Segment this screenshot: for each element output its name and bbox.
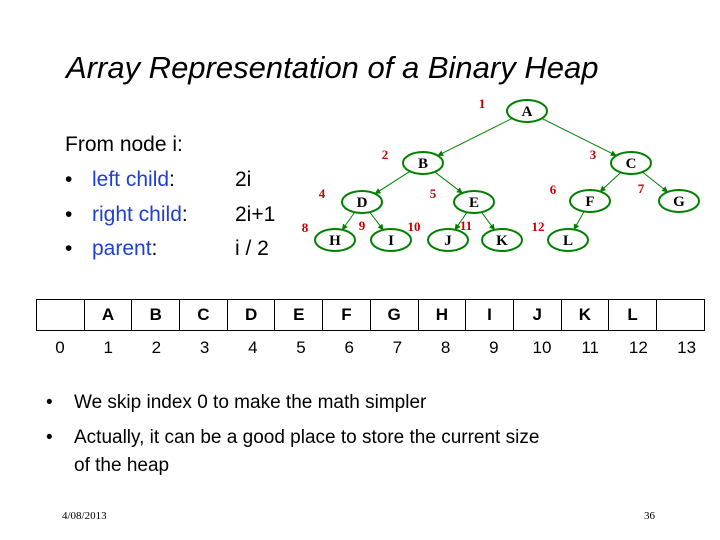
heap-node-g [638, 181, 699, 212]
array-cell [37, 300, 85, 331]
heap-node-c [590, 147, 651, 174]
footer-page-number: 36 [644, 510, 655, 522]
heap-array-table [36, 299, 705, 331]
node-index-label: 4 [318, 186, 326, 201]
array-index: 3 [199, 338, 210, 357]
array-cell: C [180, 300, 228, 331]
bullet: • [65, 237, 73, 260]
array-cell: I [466, 300, 514, 331]
heap-node-a [479, 96, 547, 122]
note-text: Actually, it can be a good place to store the current size [74, 427, 540, 448]
heap-node-i [359, 218, 411, 251]
node-index-label: 7 [637, 181, 645, 196]
heap-node-b [382, 147, 443, 174]
edge-c-f [600, 172, 621, 191]
rule-formula: i / 2 [235, 237, 269, 260]
array-index: 1 [103, 338, 113, 357]
node-index-label: 6 [549, 182, 557, 197]
node-index-label: 8 [301, 220, 309, 235]
node-label: A [521, 104, 533, 120]
array-index: 4 [248, 338, 258, 357]
rule-formula: 2i+1 [235, 203, 276, 226]
array-index: 0 [55, 338, 65, 357]
array-index: 5 [296, 338, 306, 357]
node-label: H [329, 233, 341, 249]
edge-a-c [542, 118, 616, 155]
edge-d-h [342, 212, 354, 230]
rule-colon: : [169, 168, 175, 191]
heap-node-d [319, 186, 382, 213]
edge-c-g [642, 172, 667, 192]
node-label: B [417, 156, 429, 172]
heap-node-l [532, 219, 589, 251]
node-index-label: 1 [478, 96, 486, 111]
heap-node-k [460, 218, 522, 251]
node-label: F [585, 194, 595, 210]
node-label: G [673, 194, 685, 210]
array-row [37, 300, 705, 331]
array-index: 9 [489, 338, 499, 357]
array-cell [656, 300, 704, 331]
heap-node-e [430, 186, 494, 213]
node-label: C [625, 156, 637, 172]
bullet: • [46, 392, 53, 413]
slide-title: Array Representation of a Binary Heap [66, 50, 599, 85]
array-index: 11 [581, 338, 600, 357]
heap-node-f [550, 182, 610, 212]
rule-label: right child [92, 203, 182, 226]
edge-b-d [375, 171, 410, 193]
rule-colon: : [151, 237, 158, 260]
node-label: K [496, 233, 508, 249]
array-cell: K [561, 300, 609, 331]
array-cell: G [370, 300, 418, 331]
node-label: J [444, 233, 452, 249]
footer-date: 4/08/2013 [62, 510, 107, 522]
rule-formula: 2i [235, 168, 252, 191]
rule-colon: : [181, 203, 188, 226]
array-cell: E [275, 300, 323, 331]
node-index-label: 11 [459, 218, 473, 233]
array-index: 10 [532, 338, 552, 357]
node-index-label: 2 [381, 147, 389, 162]
array-cell: A [84, 300, 132, 331]
rules-heading: From node i: [65, 133, 183, 156]
node-index-label: 3 [589, 147, 597, 162]
array-cell: L [609, 300, 657, 331]
array-index: 6 [344, 338, 354, 357]
edge-a-b [438, 118, 512, 155]
node-index-label: 9 [358, 218, 366, 233]
array-cell: J [513, 300, 561, 331]
node-label: D [356, 195, 368, 211]
edge-b-e [435, 172, 463, 193]
node-label: E [468, 195, 480, 211]
note-text: of the heap [74, 455, 170, 476]
edge-e-k [482, 212, 495, 230]
array-cell: H [418, 300, 466, 331]
note-text: We skip index 0 to make the math simpler [74, 392, 427, 413]
edge-d-i [370, 212, 384, 230]
array-cell: F [323, 300, 371, 331]
node-label: L [562, 233, 574, 249]
node-label: I [388, 233, 394, 249]
bullet: • [65, 203, 73, 226]
array-index: 7 [392, 338, 403, 357]
edge-f-l [574, 212, 584, 230]
array-cell: D [227, 300, 275, 331]
bullet: • [46, 427, 53, 448]
rule-label: left child [92, 168, 170, 191]
heap-node-h [302, 220, 355, 251]
array-index: 13 [677, 338, 697, 357]
array-index: 8 [440, 338, 451, 357]
array-index: 12 [628, 338, 648, 357]
rule-label: parent [92, 237, 152, 260]
array-cell: B [132, 300, 180, 331]
node-index-label: 5 [429, 186, 437, 201]
node-index-label: 12 [531, 219, 545, 234]
node-index-label: 10 [407, 219, 421, 234]
array-index: 2 [151, 338, 162, 357]
bullet: • [65, 168, 73, 191]
